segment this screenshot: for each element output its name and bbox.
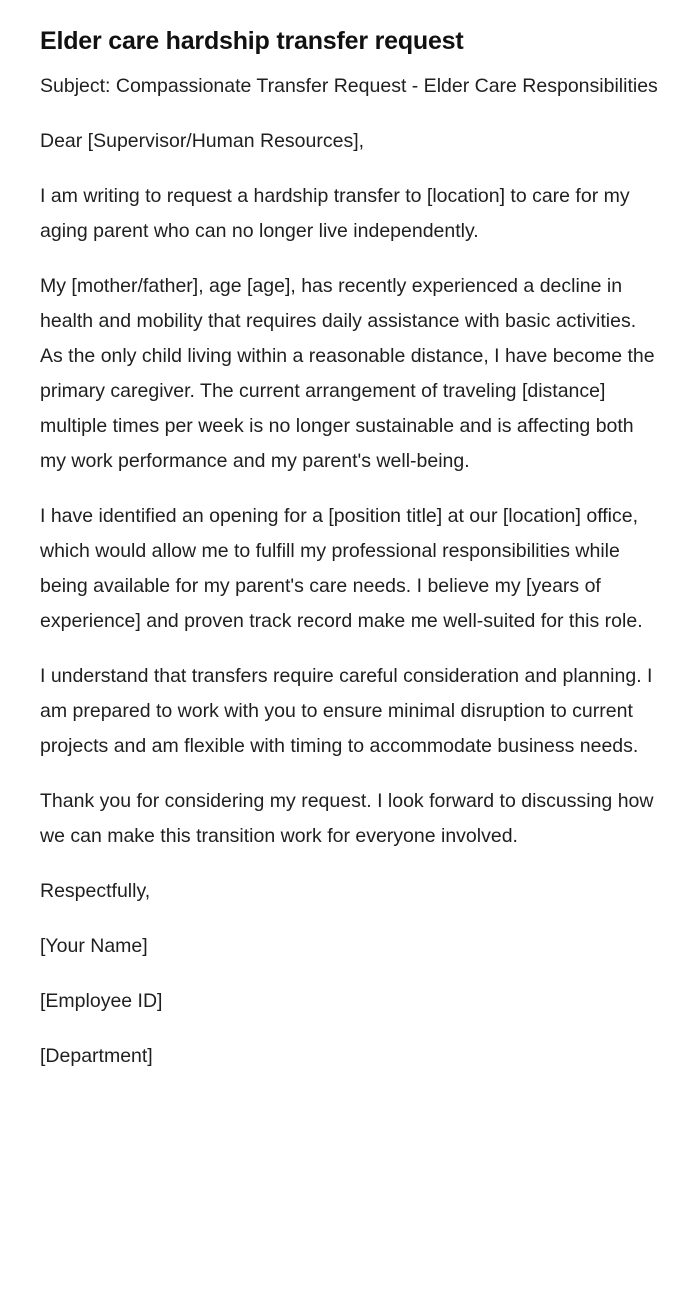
salutation: Dear [Supervisor/Human Resources],	[40, 130, 365, 152]
body-paragraph-2: My [mother/father], age [age], has recently experienced a decline in health and mobility that requires daily assistance with basic activities. As the only child living within a reasonable distance, I have become the primary caregiver. The current arrangement of traveling [distance] multiple times per week is no longer sustainable and is affecting both my work performance and my parent's well-being.	[40, 275, 655, 472]
signature-name: [Your Name]	[40, 935, 148, 957]
subject-line: Subject: Compassionate Transfer Request - Elder Care Responsibilities	[40, 75, 658, 97]
body-paragraph-3: I have identified an opening for a [position title] at our [location] office, which would allow me to fulfill my professional responsibilities while being available for my parent's care needs. I believe my [years of experience] and proven track record make me well-suited for this role.	[40, 505, 643, 632]
signature-employee-id: [Employee ID]	[40, 990, 163, 1012]
page-title: Elder care hardship transfer request	[40, 27, 464, 55]
closing: Respectfully,	[40, 880, 151, 902]
body-paragraph-1: I am writing to request a hardship transfer to [location] to care for my aging parent who can no longer live independently.	[40, 185, 630, 242]
body-paragraph-4: I understand that transfers require careful consideration and planning. I am prepared to work with you to ensure minimal disruption to current projects and am flexible with timing to accommodate business needs.	[40, 665, 653, 757]
body-paragraph-5: Thank you for considering my request. I look forward to discussing how we can make this transition work for everyone involved.	[40, 790, 654, 847]
signature-department: [Department]	[40, 1045, 153, 1067]
